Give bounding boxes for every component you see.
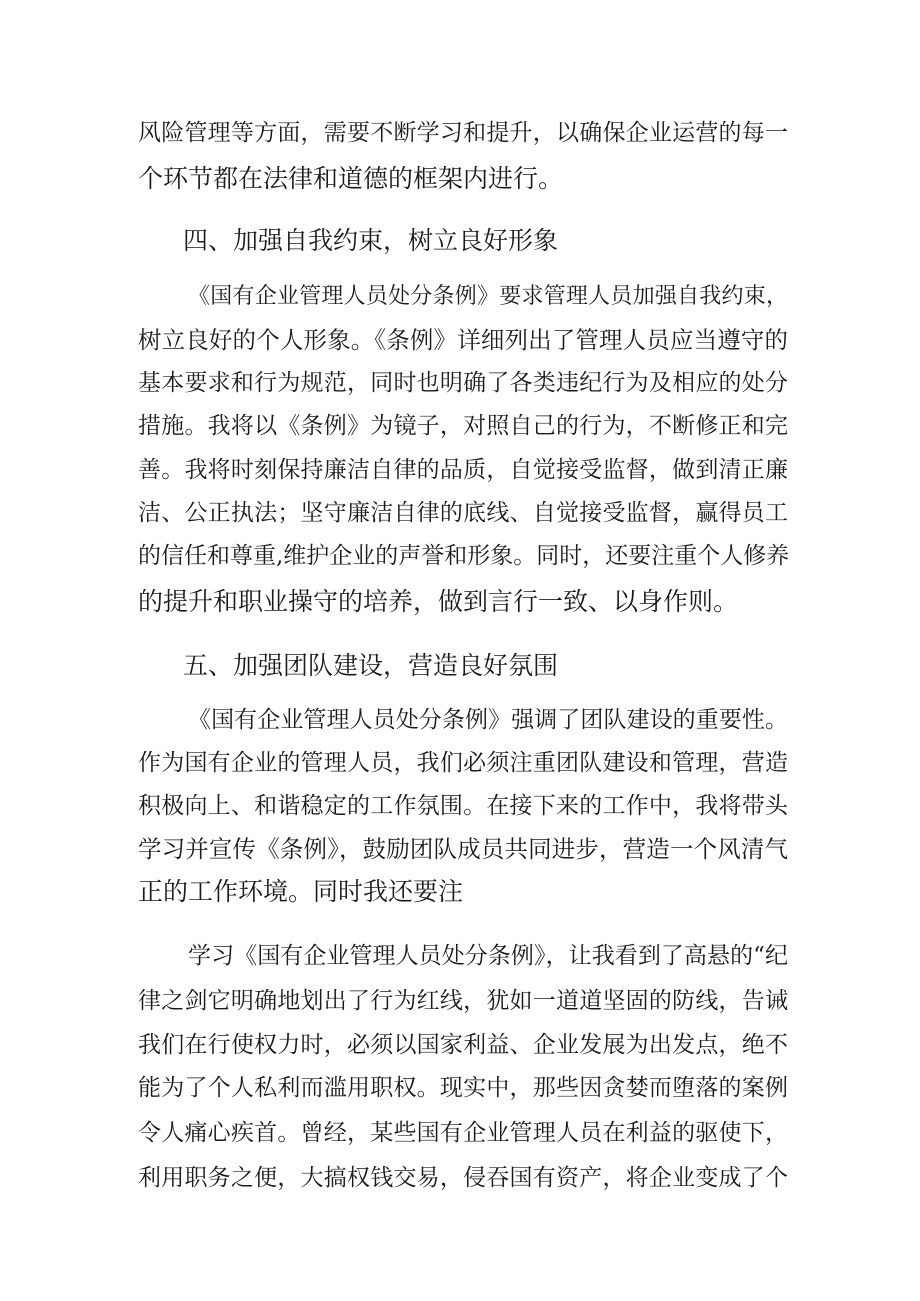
paragraph-line: 律之剑它明确地划出了行为红线，犹如一道道坚固的防线，告诫 (138, 988, 788, 1014)
paragraph-line: 正的工作环境。同时我还要注 (138, 877, 464, 906)
paragraph-line: 风险管理等方面，需要不断学习和提升，以确保企业运营的每一 (138, 120, 788, 146)
paragraph-line: 《国有企业管理人员处分条例》要求管理人员加强自我约束， (188, 284, 788, 309)
section-heading-5: 五、加强团队建设，营造良好氛围 (183, 651, 559, 680)
paragraph-line: 作为国有企业的管理人员，我们必须注重团队建设和管理，营造 (138, 750, 788, 776)
paragraph-line: 《国有企业管理人员处分条例》强调了团队建设的重要性。 (188, 707, 788, 733)
paragraph-line: 个环节都在法律和道德的框架内进行。 (138, 164, 564, 193)
paragraph-line: 利用职务之便，大搞权钱交易，侵吞国有资产，将企业变成了个 (138, 1165, 788, 1191)
paragraph-line: 的信任和尊重,维护企业的声誉和形象。同时，还要注重个人修养 (138, 543, 790, 569)
paragraph-line: 措施。我将以《条例》为镜子，对照自己的行为，不断修正和完 (138, 413, 788, 439)
paragraph-line: 洁、公正执法；坚守廉洁自律的底线、自觉接受监督，赢得员工 (138, 500, 788, 526)
paragraph-line: 学习并宣传《条例》，鼓励团队成员共同进步，营造一个风清气 (138, 835, 788, 863)
paragraph-line: 树立良好的个人形象。《条例》详细列出了管理人员应当遵守的 (138, 326, 788, 354)
paragraph-line: 积极向上、和谐稳定的工作氛围。在接下来的工作中，我将带头 (138, 793, 788, 819)
paragraph-line: 令人痛心疾首。曾经，某些国有企业管理人员在利益的驱使下， (138, 1120, 788, 1146)
paragraph-line: 的提升和职业操守的培养，做到言行一致、以身作则。 (138, 587, 739, 616)
paragraph-line: 能为了个人私利而滥用职权。现实中，那些因贪婪而堕落的案例 (138, 1075, 788, 1101)
section-heading-4: 四、加强自我约束，树立良好形象 (183, 226, 559, 255)
paragraph-line: 善。我将时刻保持廉洁自律的品质，自觉接受监督，做到清正廉 (138, 457, 788, 483)
paragraph-line: 学习《国有企业管理人员处分条例》，让我看到了高悬的“纪 (188, 943, 788, 969)
paragraph-line: 基本要求和行为规范，同时也明确了各类违纪行为及相应的处分 (138, 370, 788, 396)
paragraph-line: 我们在行使权力时，必须以国家利益、企业发展为出发点，绝不 (138, 1032, 788, 1058)
